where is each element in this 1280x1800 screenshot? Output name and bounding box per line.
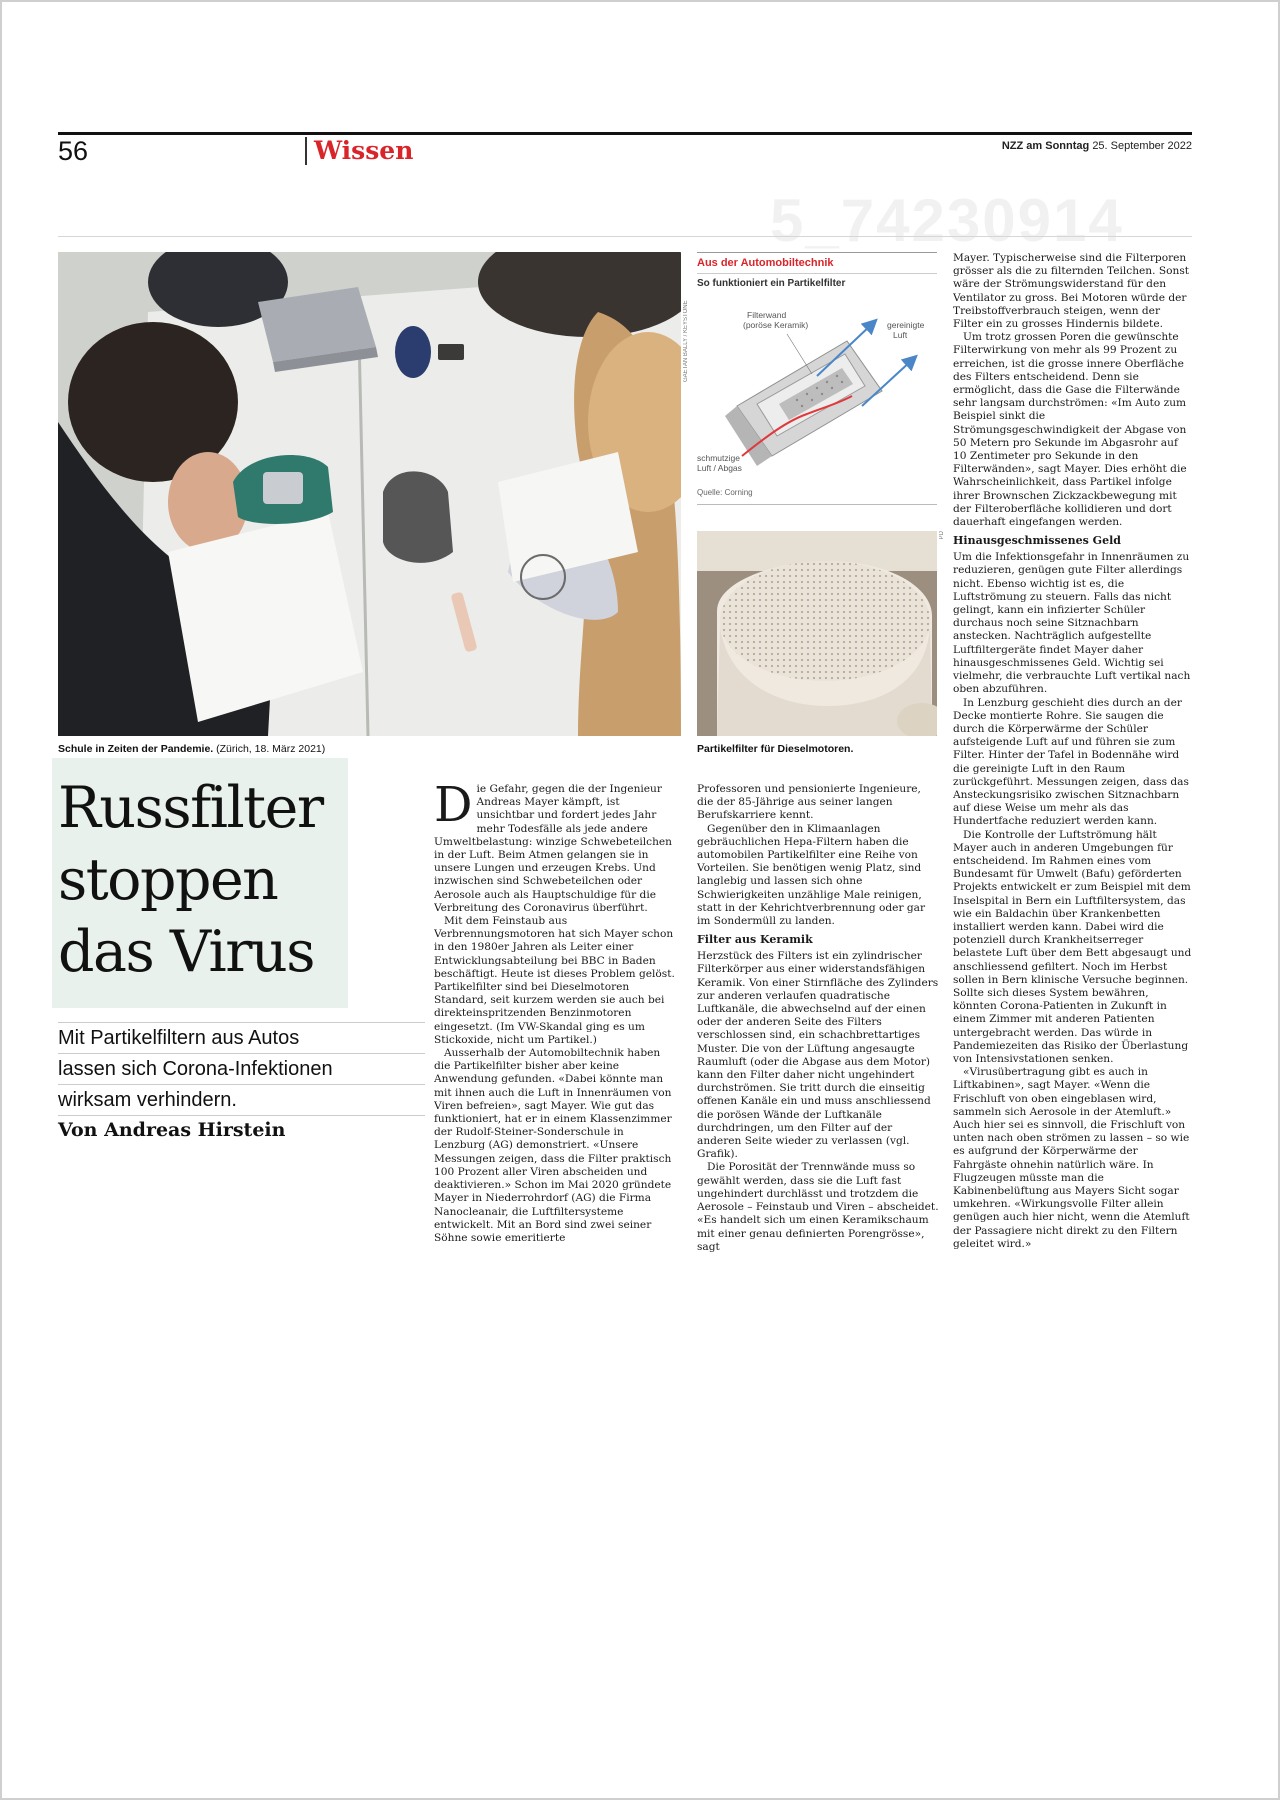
ghost-number: 5_74230914 (770, 187, 1124, 254)
photo-caption-rest: (Zürich, 18. März 2021) (213, 743, 326, 755)
masthead (1002, 140, 1192, 152)
section-title: Wissen (305, 137, 413, 165)
page-number: 56 (58, 136, 89, 166)
masthead-brand: NZZ am Sonntag (1001, 140, 1090, 152)
label-dirty-air-1: schmutzige (697, 453, 740, 463)
body-paragraph-3: Ausserhalb der Automobiltechnik haben die Partikelfilter bisher aber keine Anwendung gefunden. «Dabei könnte man mit ihnen auch die Luft in Innenräumen von Viren befreien», sagt Mayer. Wie gut das funktioniert, hat er in einem Klassenzimmer der Rudolf-Steiner-Sonderschule in Lenzburg (AG) demonstriert. «Unsere Messungen zeigen, dass die Filter praktisch 100 Prozent aller Viren abscheiden und deaktivieren.» Schon im Mai 2020 gründete Mayer in Niederrohrdorf (AG) die Firma Nanocleanair, die Luftfiltersysteme entwickelt. Mit an Bord sind zwei seiner Söhne sowie emeritierte (434, 1047, 672, 1244)
body-paragraph-8: Mayer. Typischerweise sind die Filterporen grösser als die zu filternden Teilchen. Sonst wäre der Strömungswiderstand für den Ventilator zu gross. Bei Motoren würde der Treibstoffverbrauch steigen, wenn der Filter ein zu grosses Hindernis bildete. (953, 252, 1190, 331)
body-paragraph-5: Gegenüber den in Klimaanlagen gebräuchlichen Hepa-Filtern haben die automobilen Partikelfilter eine Reihe von Vorteilen. Sie benötigen wenig Platz, sind langlebig und lassen sich ohne Schwierigkeiten unzählige Male reinigen, statt in der Kehrichtverbrennung oder gar im Sondermüll zu landen. (697, 822, 926, 928)
body-column-3 (953, 252, 1193, 1252)
top-rule (58, 132, 1192, 135)
infographic-rule (697, 504, 937, 505)
body-paragraph-2: Mit dem Feinstaub aus Verbrennungsmotoren hat sich Mayer schon in den 1980er Jahren als Leiter einer Entwicklungsabteilung bei BBC in Baden beschäftigt. Heute ist dieses Problem gelöst. Partikelfilter sind bei Dieselmotoren Standard, seit kurzem werden sie auch bei direkteinspritzenden Benzinmotoren eingesetzt. (Im VW-Skandal ging es um Stickoxide, nicht um Partikel.) (434, 915, 675, 1046)
photo-credit: GAETAN BALLY / KEYSTONE (683, 300, 689, 382)
body-paragraph-6: Herzstück des Filters ist ein zylindrischer Filterkörper aus einer widerstandsfähigen Keramik. Von einer Stirnfläche des Zylinders zur anderen verlaufen quadratische Luftkanäle, die abwechselnd auf der einen oder der anderen Seite des Filters verschlossen sind, ein schachbrettartiges Muster. Die von der Lüftung angesaugte Raumluft (oder die Abgase aus dem Motor) kann den Filter daher nicht ungehindert durchströmen. Sie tritt durch die einseitig offenen Kanäle ein und muss anschliessend die porösen Wände der Luftkanäle durchdringen, um den Filter auf der anderen Seite wieder zu verlassen (vgl. Grafik). (697, 950, 939, 1161)
classroom-photo (58, 252, 681, 736)
lead-line-2: lassen sich Corona-Infektionen (58, 1053, 425, 1084)
article-byline: Von Andreas Hirstein (58, 1115, 425, 1144)
body-column-2 (697, 783, 939, 1253)
filter-photo (697, 531, 937, 736)
header-rule (58, 236, 1192, 237)
label-clean-air-2: Luft (893, 330, 908, 340)
drop-cap: D (434, 783, 473, 833)
body-paragraph-12: Die Kontrolle der Luftströmung hält Mayer auch in anderen Umgebungen für entscheidend. Im Rahmen eines vom Bundesamt für Umwelt (Bafu) geförderten Projekts entwickelt er zum Beispiel mit dem Inselspital in Bern ein Luftfiltersystem, das wie ein Baldachin über Krankenbetten installiert werden kann. Dabei wird die potenziell durch Krankheitserreger belastete Luft über dem Bett abgesaugt und anschliessend gefiltert. Noch im Herbst sollen in Bern klinische Versuche beginnen. Sollte sich dieses System bewähren, könnten Corona-Patienten in Zukunft in einem Zimmer mit anderen Patienten untergebracht werden. Das würde in Pandemiezeiten das Risiko der Überlastung von Intensivstationen senken. (953, 828, 1192, 1065)
infographic-heading: Aus der Automobiltechnik (697, 252, 937, 269)
photo-caption (58, 743, 325, 755)
photo-caption-bold: Schule in Zeiten der Pandemie. (58, 743, 214, 755)
particle-filter-diagram (697, 296, 937, 496)
headline-line-2: stoppen (58, 847, 278, 913)
filter-photo-credit: PD (939, 531, 945, 540)
label-filter-wall-2: (poröse Keramik) (743, 320, 809, 330)
label-dirty-air-2: Luft / Abgas (697, 463, 742, 473)
body-paragraph-10: Um die Infektionsgefahr in Innenräumen zu reduzieren, genügen gute Filter allerdings nicht. Ebenso wichtig ist es, die Luftströmung zu steuern. Falls das nicht gelingt, kann ein infizierter Schüler durchaus noch seine Sitznachbarn anstecken. Nachträglich aufgestellte Luftfiltergeräte findet Mayer daher hinausgeschmissenes Geld. Wichtig sei vielmehr, die verbrauchte Luft vertikal nach oben abzuführen. (953, 551, 1191, 696)
headline-line-1: Russfilter (58, 775, 323, 841)
masthead-date: 25. September 2022 (1092, 140, 1192, 152)
infographic-subheading: So funktioniert ein Partikelfilter (697, 273, 937, 289)
filter-photo-caption: Partikelfilter für Dieselmotoren. (697, 743, 854, 755)
body-paragraph-4: Professoren und pensionierte Ingenieure, die der 85-Jährige aus seiner langen Berufskarriere kennt. (697, 783, 921, 822)
article-lead (58, 1022, 425, 1115)
body-paragraph-7: Die Porosität der Trennwände muss so gewählt werden, dass sie die Luft fast ungehindert durchlässt und trotzdem die Aerosole – Feinstaub und Viren – abscheidet. «Es handelt sich um einen Keramikschaum mit einer genau definierten Porengrösse», sagt (697, 1161, 939, 1253)
body-paragraph-11: In Lenzburg geschieht dies durch an der Decke montierte Rohre. Sie saugen die durch die Körperwärme der Schüler aufsteigende Luft auf und führen sie zum Filter. Hinter der Tafel in Bodennähe wird die gereinigte Luft in den Raum zurückgeführt. Messungen zeigen, dass das Ansteckungsrisiko zwischen Sitznachbarn auf diese Weise um mehr als das Hundertfache reduziert werden kann. (953, 696, 1189, 828)
lead-line-1: Mit Partikelfiltern aus Autos (58, 1022, 425, 1053)
subheading-ceramic: Filter aus Keramik (697, 933, 813, 947)
subheading-money: Hinausgeschmissenes Geld (953, 534, 1121, 548)
body-paragraph-1-text: ie Gefahr, gegen die der Ingenieur Andreas Mayer kämpft, ist unsichtbar und fordert jedes Jahr mehr Todesfälle als jede andere Umweltbelastung: winzige Schwebeteilchen in der Luft. Beim Atmen gelangen sie in unsere Lungen und erzeugen Krebs. Und inzwischen sind Schwebeteilchen oder Aerosole auch als Hauptschuldige für die Verbreitung des Coronavirus überführt. (434, 783, 672, 914)
label-clean-air-1: gereinigte (887, 320, 925, 330)
lead-line-3: wirksam verhindern. (58, 1084, 425, 1115)
headline-line-3: das Virus (58, 919, 314, 985)
article-headline (58, 772, 358, 988)
body-paragraph-1 (434, 783, 676, 915)
body-paragraph-9: Um trotz grossen Poren die gewünschte Filterwirkung von mehr als 99 Prozent zu erreichen, ist die grosse innere Oberfläche des Filters entscheidend. Denn sie ermöglicht, dass die Gase die Filterwände sehr langsam durchströmen: «Im Auto zum Beispiel sinkt die Strömungsgeschwindigkeit der Abgase von 50 Metern pro Sekunde im Abgasrohr auf 10 Zentimeter pro Sekunde in den Filterwänden», sagt Mayer. Dies erhöht die Wahrscheinlichkeit, dass Partikel infolge ihrer Brownschen Zickzackbewegung mit der Filteroberfläche kollidieren und dort dauerhaft eingefangen werden. (953, 331, 1187, 529)
label-filter-wall-1: Filterwand (747, 310, 787, 320)
body-column-1 (434, 783, 676, 1253)
body-paragraph-13: «Virusübertragung gibt es auch in Liftkabinen», sagt Mayer. «Wenn die Frischluft von oben eingeblasen wird, sammeln sich Aerosole in der Atemluft.» Auch hier sei es sinnvoll, die Frischluft von unten nach oben strömen zu lassen – so wie es aufgrund der Körperwärme der Fahrgäste ohnehin natürlich wäre. In Flugzeugen müsste man die Kabinenbelüftung aus Mayers Sicht sogar umkehren. «Wirkungsvolle Filter allein genügen auch hier nicht, wenn die Atemluft der Passagiere nicht direkt zu den Filtern geleitet wird.» (953, 1066, 1190, 1250)
infographic-source: Quelle: Corning (697, 488, 753, 497)
